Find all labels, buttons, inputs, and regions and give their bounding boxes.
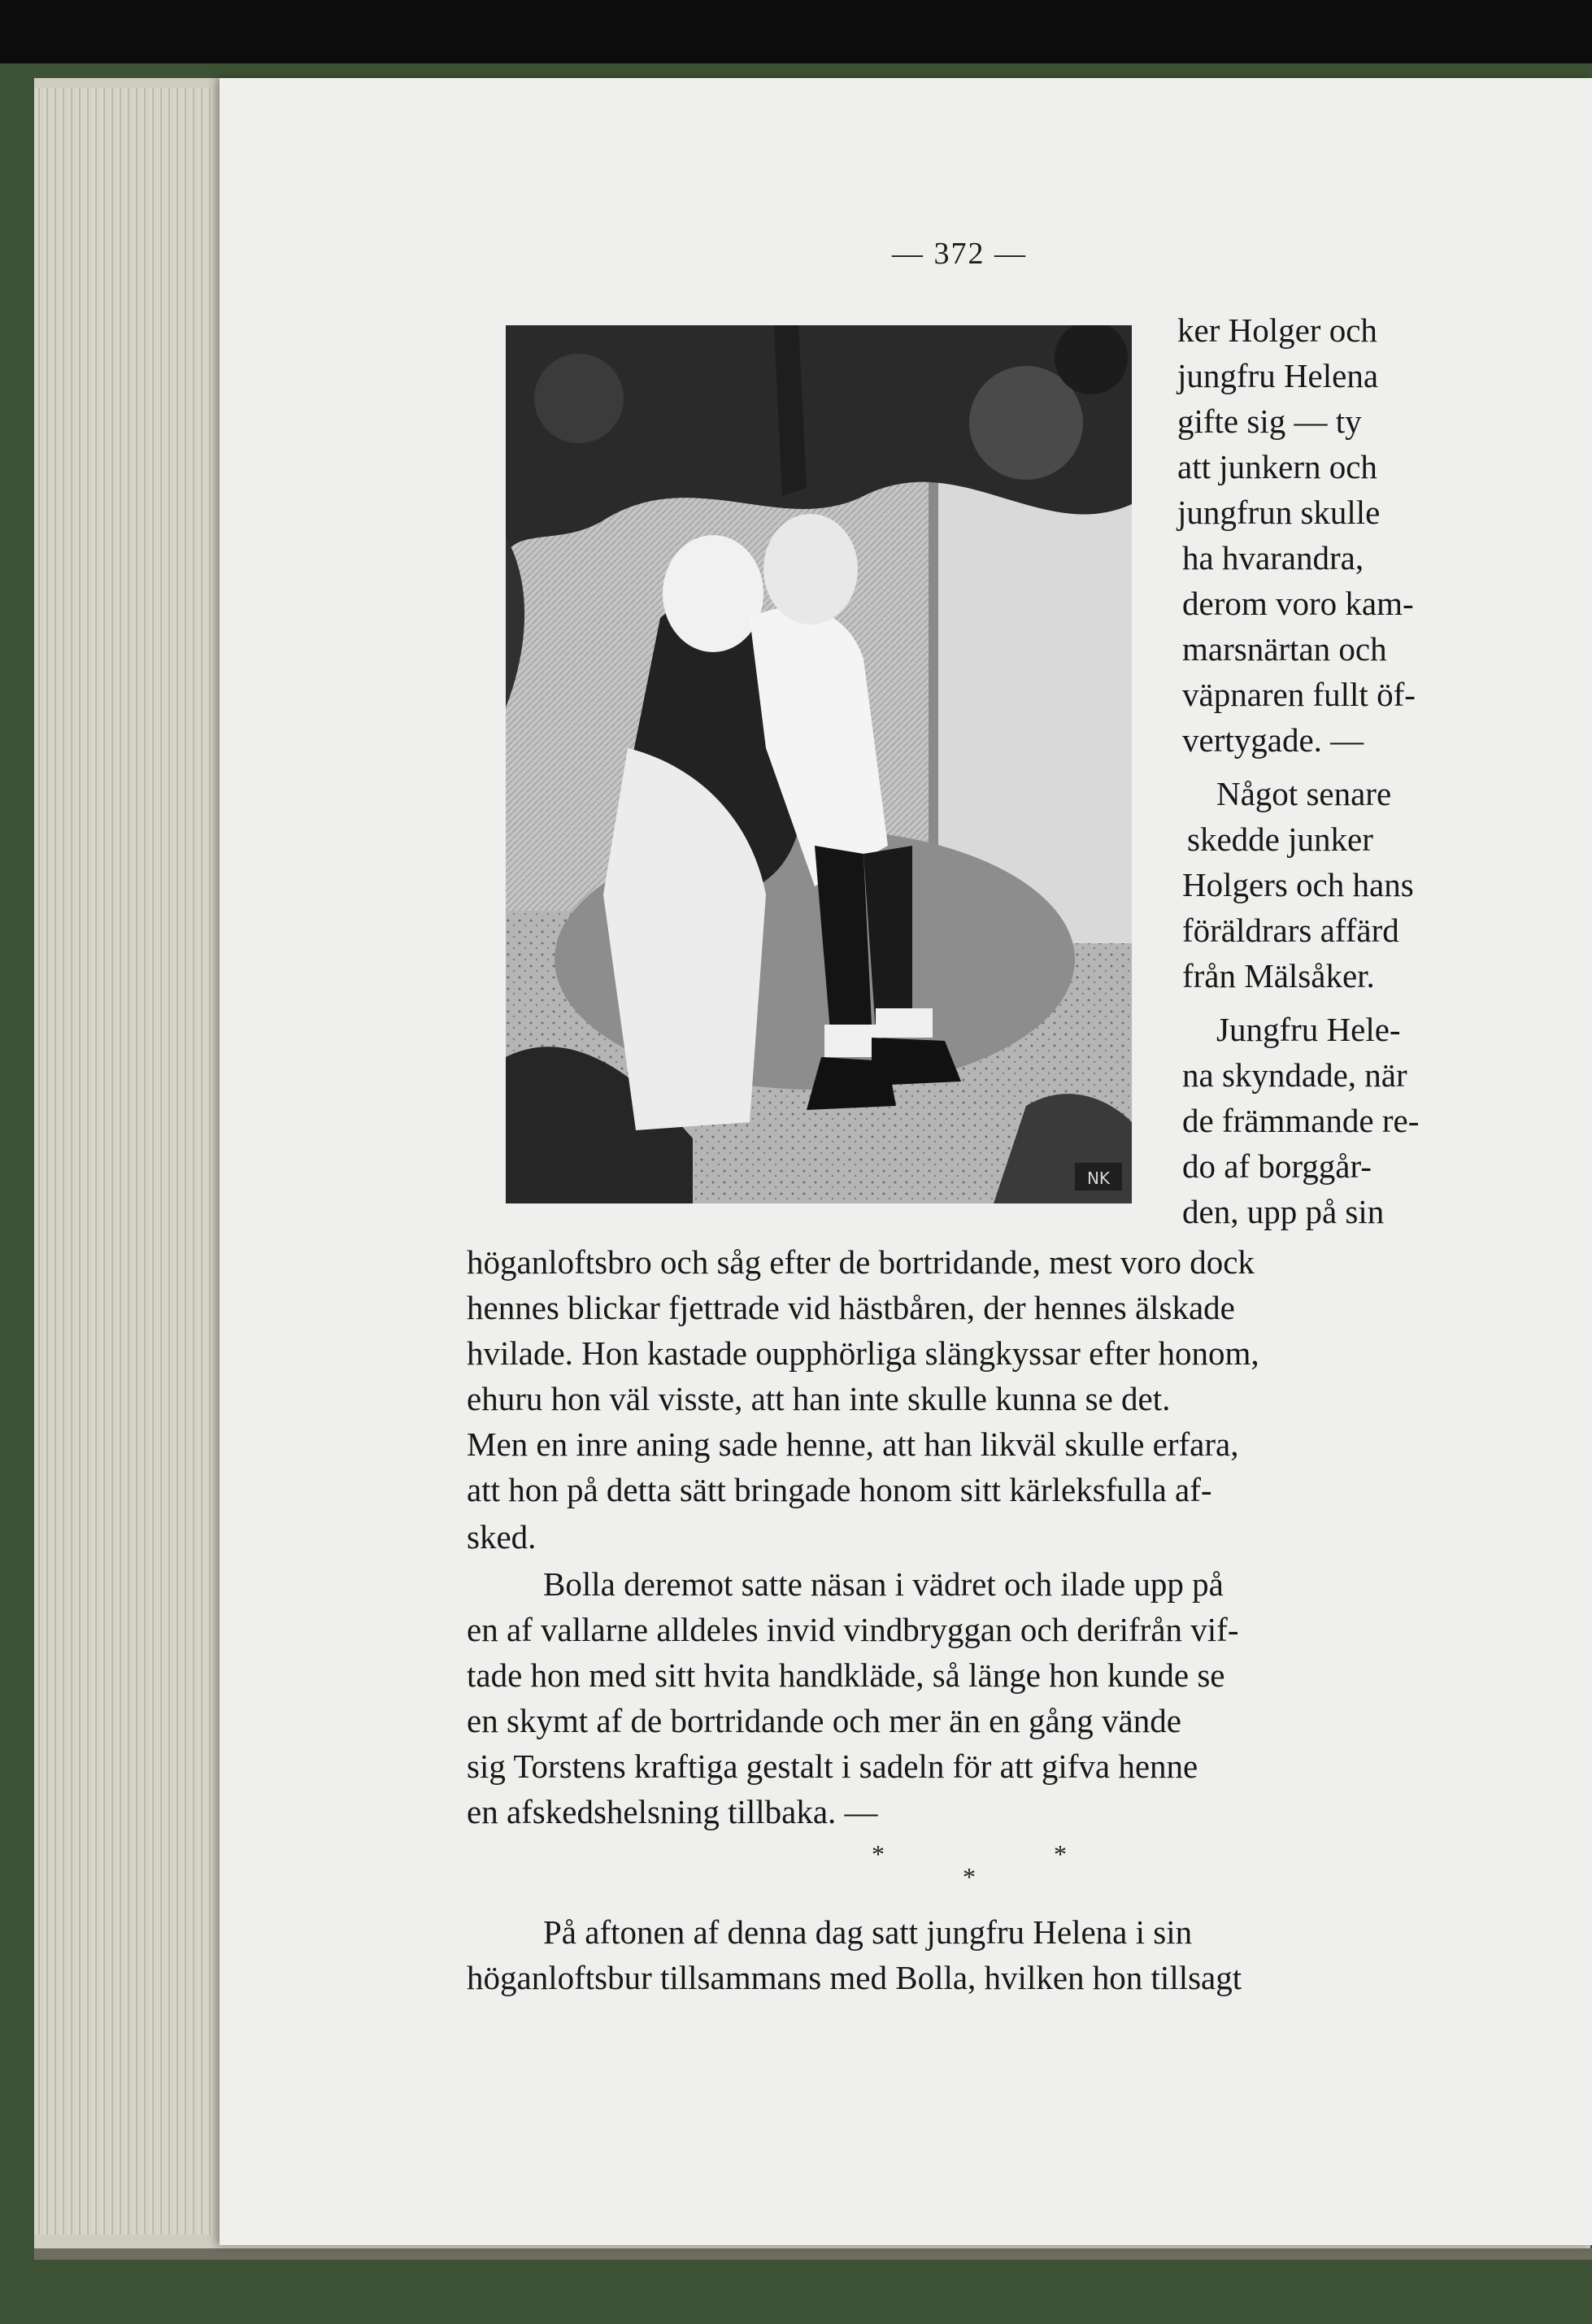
text-line: höganloftsbro och såg efter de bortridande, mest voro dock [467,1243,1255,1281]
text-line: sig Torstens kraftiga gestalt i sadeln för att gifva henne [467,1747,1198,1785]
text-line: Bolla deremot satte näsan i vädret och ilade upp på [543,1565,1224,1603]
text-line: na skyndade, när [1182,1056,1407,1094]
text-line: att hon på detta sätt bringade honom sitt kärleksfulla af- [467,1471,1212,1508]
text-line: föräldrars affärd [1182,912,1399,949]
illustration-monogram: NK [1086,1169,1111,1188]
text-line: att junkern och [1177,448,1377,485]
text-line: marsnärtan och [1182,630,1387,668]
asterisk-ornament: * [963,1862,976,1891]
asterisk-ornament: * [1054,1839,1067,1869]
text-line: den, upp på sin [1182,1193,1385,1230]
asterisk-ornament: * [872,1839,885,1869]
text-line: tade hon med sitt hvita handkläde, så länge hon kunde se [467,1656,1225,1694]
text-line: Holgers och hans [1182,866,1414,903]
page-number: — 372 — [892,237,1027,271]
text-line: jungfru Helena [1177,357,1379,394]
text-line: ker Holger och [1177,311,1377,349]
text-line: jungfrun skulle [1177,494,1381,531]
text-line: Något senare [1216,775,1392,812]
text-line: På aftonen af denna dag satt jungfru Helena i sin [543,1913,1193,1951]
text-line: sked. [467,1518,537,1556]
illustration-drawing [506,325,1132,1203]
text-line: en skymt af de bortridande och mer än en gång vände [467,1702,1181,1739]
illustration [506,325,1132,1203]
page-edges [34,88,213,2235]
text-line: de främmande re- [1182,1102,1420,1139]
text-line: ha hvarandra, [1182,539,1364,577]
text-line: derom voro kam- [1182,585,1414,622]
text-line: från Mälsåker. [1182,957,1375,994]
text-line: väpnaren fullt öf- [1182,676,1416,713]
text-line: do af borggår- [1182,1147,1372,1185]
text-line: gifte sig — ty [1177,403,1362,440]
text-line: Jungfru Hele- [1216,1011,1401,1048]
text-line: en afskedshelsning tillbaka. — [467,1793,878,1830]
text-line: Men en inre aning sade henne, att han likväl skulle erfara, [467,1425,1239,1463]
text-line: en af vallarne alldeles invid vindbryggan och derifrån vif- [467,1611,1239,1648]
text-line: vertygade. — [1182,721,1364,759]
page-bottom-edge [34,2248,1592,2260]
text-line: hennes blickar fjettrade vid hästbåren, der hennes älskade [467,1289,1235,1326]
text-line: hvilade. Hon kastade oupphörliga slängkyssar efter honom, [467,1334,1259,1372]
text-line: höganloftsbur tillsammans med Bolla, hvilken hon tillsagt [467,1959,1242,1996]
text-line: ehuru hon väl visste, att han inte skulle kunna se det. [467,1380,1171,1417]
text-line: skedde junker [1187,820,1373,858]
